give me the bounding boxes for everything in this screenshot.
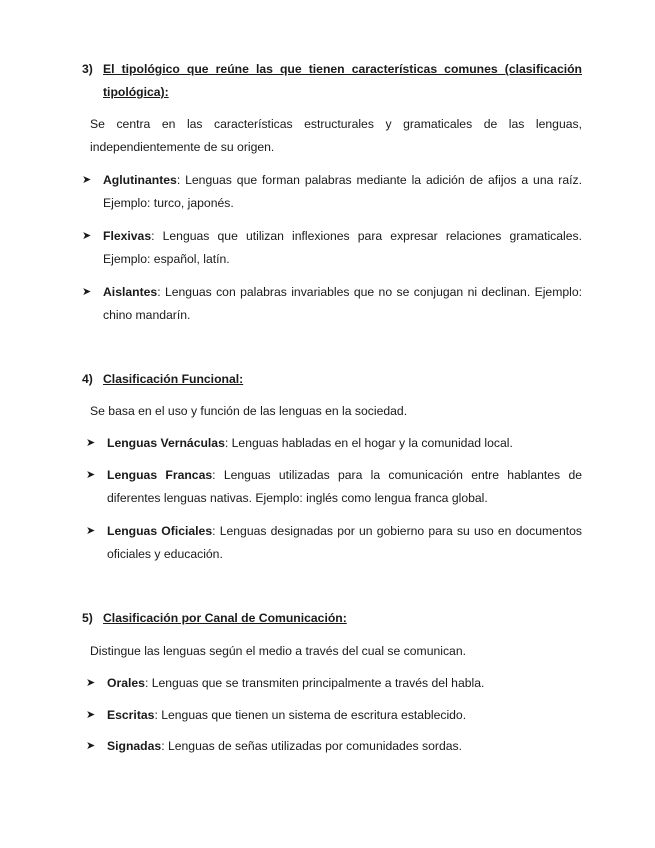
section-intro: Se centra en las características estructurales y gramaticales de las lenguas, independientemente de su origen. [90,117,582,154]
item-text: : Lenguas que forman palabras mediante la adición de afijos a una raíz. Ejemplo: turco, japonés. [103,173,582,210]
arrow-bullet-icon: ➤ [86,740,96,752]
item-text: : Lenguas que utilizan inflexiones para expresar relaciones gramaticales. Ejemplo: español, latín. [103,229,582,266]
section-number: 4) [82,372,93,386]
list-item [82,704,582,727]
item-label: Escritas [107,708,155,722]
item-text: : Lenguas que se transmiten principalmente a través del habla. [144,676,485,690]
section-title: El tipológico que reúne las que tienen características comunes (clasificación tipológica): [103,62,582,99]
item-label: Lenguas Oficiales [107,524,213,538]
item-text: : Lenguas que tienen un sistema de escritura establecido. [154,708,467,722]
item-label: Lenguas Vernáculas [107,436,225,450]
section-heading [82,368,582,391]
arrow-bullet-icon: ➤ [86,525,96,537]
arrow-bullet-icon: ➤ [86,469,96,481]
section-title: Clasificación Funcional: [103,372,244,386]
section-number: 3) [82,62,93,76]
section-heading [82,607,582,630]
section-title: Clasificación por Canal de Comunicación: [103,611,347,625]
list-item [82,169,582,215]
item-text: : Lenguas utilizadas para la comunicación entre hablantes de diferentes lenguas nativas. Ejemplo: inglés como lengua franca global. [107,468,582,505]
section-number: 5) [82,611,93,625]
list-item [82,520,582,566]
list-item [82,281,582,327]
item-text: : Lenguas habladas en el hogar y la comunidad local. [224,436,513,450]
arrow-bullet-icon: ➤ [82,286,92,298]
arrow-bullet-icon: ➤ [82,174,92,186]
list-item [82,432,582,455]
item-text: : Lenguas designadas por un gobierno para su uso en documentos oficiales y educación. [107,524,583,561]
item-text: : Lenguas de señas utilizadas por comunidades sordas. [161,739,463,753]
list-item [82,225,582,271]
item-label: Orales [107,676,145,690]
item-label: Aglutinantes [103,173,177,187]
item-text: : Lenguas con palabras invariables que no se conjugan ni declinan. Ejemplo: chino mandarín. [103,285,582,322]
list-item [82,464,582,510]
arrow-bullet-icon: ➤ [86,437,96,449]
list-item [82,672,582,695]
item-label: Aislantes [103,285,158,299]
item-label: Lenguas Francas [107,468,213,482]
item-label: Flexivas [103,229,152,243]
section-heading [82,58,582,104]
arrow-bullet-icon: ➤ [86,709,96,721]
section-intro: Distingue las lenguas según el medio a través del cual se comunican. [90,644,466,658]
arrow-bullet-icon: ➤ [82,230,92,242]
item-label: Signadas [107,739,162,753]
list-item [82,735,582,758]
arrow-bullet-icon: ➤ [86,677,96,689]
section-intro: Se basa en el uso y función de las lenguas en la sociedad. [90,404,408,418]
